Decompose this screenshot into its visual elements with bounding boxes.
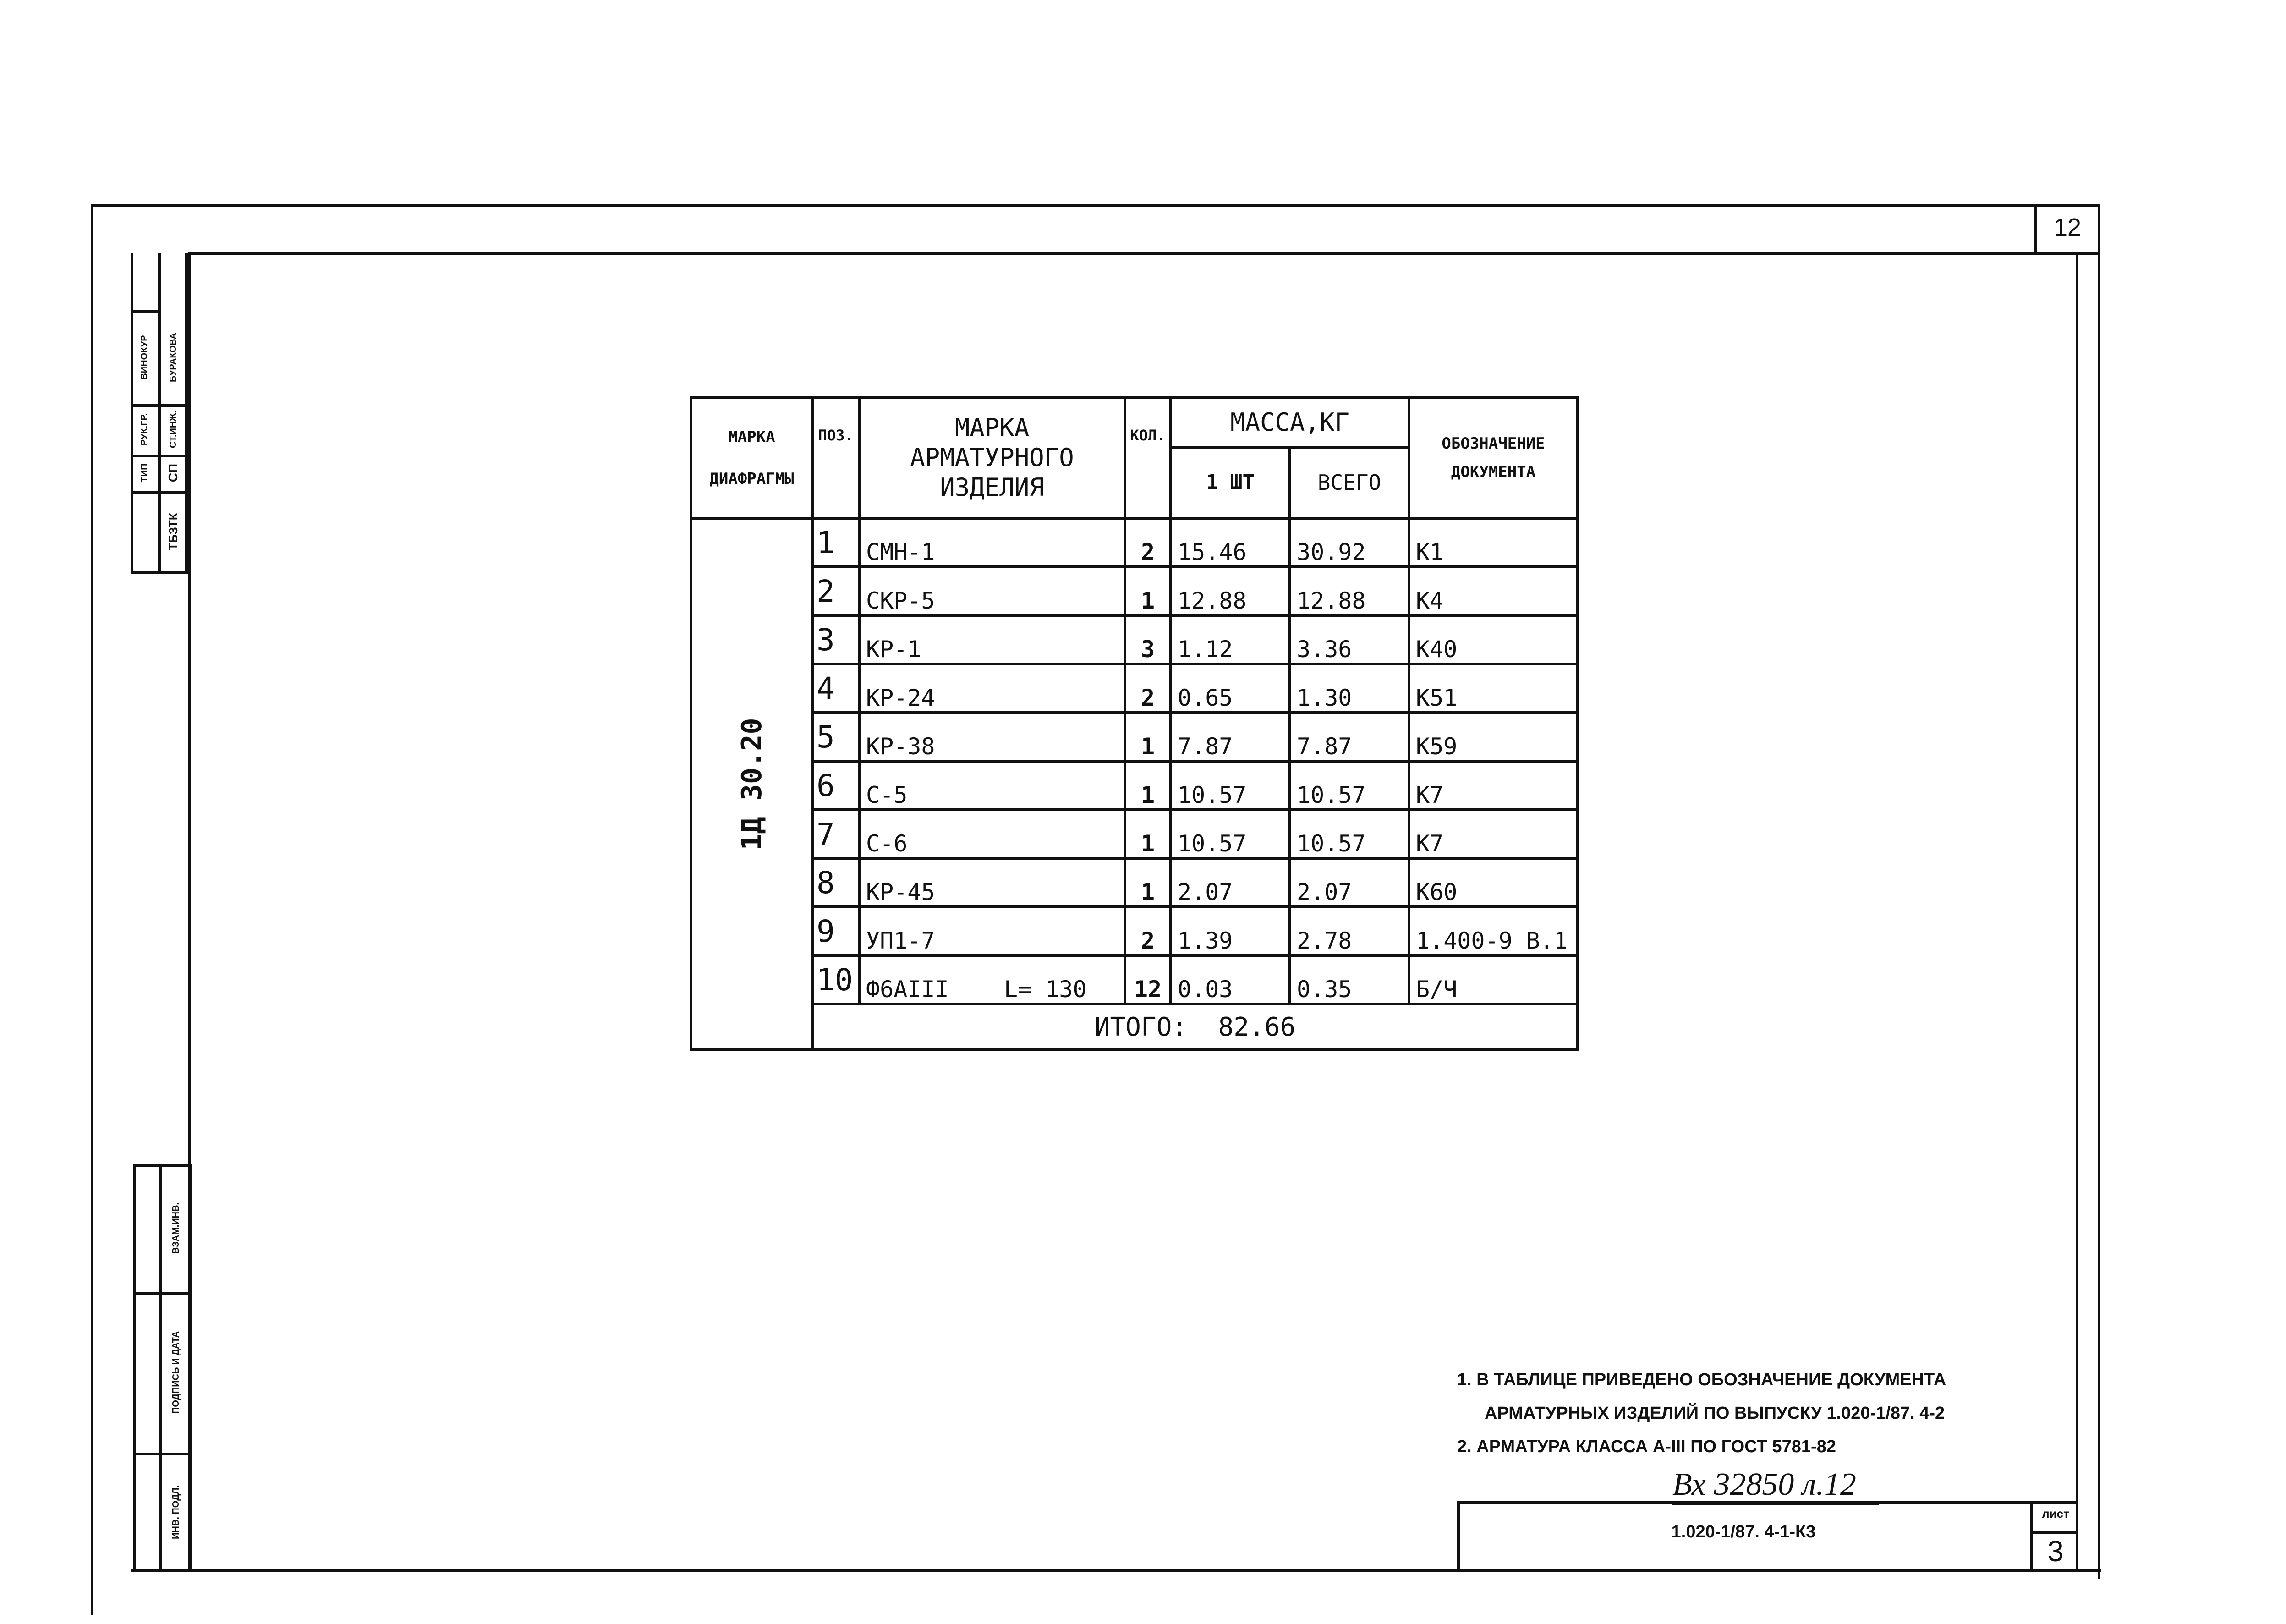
specification-table	[690, 396, 1579, 1051]
table-row: 3 КР-1 3 1.12 3.36 К40	[691, 615, 1578, 664]
sheet-label: лист	[2042, 1507, 2069, 1520]
header-qty: КОЛ.	[1125, 398, 1171, 518]
table-row: 9 УП1-7 2 1.39 2.78 1.400-9 В.1	[691, 907, 1578, 955]
stamp-org: ТБЗТК	[166, 512, 180, 550]
sheet-number: 3	[2047, 1535, 2064, 1568]
table-row: 2 СКР-5 1 12.88 12.88 К4	[691, 567, 1578, 615]
header-mass: МАССА,КГ	[1171, 398, 1409, 447]
stamp-podpis-data: ПОДПИСЬ И ДАТА	[171, 1331, 181, 1414]
stamp-vinokur: ВИНОКУР	[139, 335, 149, 380]
left-stamp-top	[131, 253, 188, 574]
note-line-2: АРМАТУРНЫХ ИЗДЕЛИЙ ПО ВЫПУСКУ 1.020-1/87. 4-2	[1485, 1404, 1945, 1423]
header-mass-one: 1 ШТ	[1171, 447, 1290, 518]
note-line-3: 2. АРМАТУРА КЛАССА А-III ПО ГОСТ 5781-82	[1457, 1437, 1836, 1456]
table-row: 1Д 30.20 1 СМН-1 2 15.46 30.92 К1	[691, 518, 1578, 567]
frame-top-outer	[91, 204, 2100, 207]
stamp-inv-podl: ИНВ. ПОДЛ.	[171, 1485, 181, 1539]
header-mark-product: МАРКА АРМАТУРНОГО ИЗДЕЛИЯ	[859, 398, 1125, 518]
header-doc: ОБОЗНАЧЕНИЕ ДОКУМЕНТА	[1409, 398, 1578, 518]
page-number: 12	[2053, 214, 2082, 241]
stamp-burakova: БУРАКОВА	[168, 332, 178, 382]
left-stamp-bottom	[133, 1164, 192, 1572]
table-row: 6 С-5 1 10.57 10.57 К7	[691, 761, 1578, 810]
note-line-1: 1. В ТАБЛИЦЕ ПРИВЕДЕНО ОБОЗНАЧЕНИЕ ДОКУМЕНТА	[1457, 1370, 1946, 1389]
frame-right-inner	[2076, 252, 2078, 1572]
table-row: 10 Ф6АIII L= 130 12 0.03 0.35 Б/Ч	[691, 955, 1578, 1004]
diaphragm-mark: 1Д 30.20	[735, 718, 768, 850]
header-mark-diaphragm: МАРКА ДИАФРАГМЫ	[691, 398, 812, 518]
inventory-number: Вх 32850 л.12	[1672, 1467, 1856, 1502]
diaphragm-mark-cell	[691, 518, 812, 1050]
table-total-row	[691, 1004, 1578, 1050]
table-total: ИТОГО: 82.66	[812, 1004, 1578, 1050]
stamp-vzam-inv: ВЗАМ.ИНВ.	[171, 1202, 181, 1254]
document-code: 1.020-1/87. 4-1-К3	[1671, 1522, 1816, 1542]
header-pos: ПОЗ.	[812, 398, 859, 518]
stamp-st-inzh: СТ.ИНЖ.	[168, 411, 178, 448]
title-block	[1457, 1501, 2078, 1572]
table-row: 7 С-6 1 10.57 10.57 К7	[691, 810, 1578, 858]
frame-left-outer	[91, 204, 93, 1615]
stamp-tip: ТИП	[139, 463, 149, 483]
stamp-sp: СП	[165, 463, 180, 483]
header-mass-total: ВСЕГО	[1290, 447, 1409, 518]
table-row: 8 КР-45 1 2.07 2.07 К60	[691, 858, 1578, 907]
table-row: 4 КР-24 2 0.65 1.30 К51	[691, 664, 1578, 713]
frame-right-outer	[2098, 204, 2100, 1579]
stamp-ruk-gr: РУК.ГР.	[139, 413, 149, 446]
table-header-row-1	[691, 398, 1578, 447]
table-row: 5 КР-38 1 7.87 7.87 К59	[691, 713, 1578, 761]
frame-top-inner	[188, 252, 2098, 255]
